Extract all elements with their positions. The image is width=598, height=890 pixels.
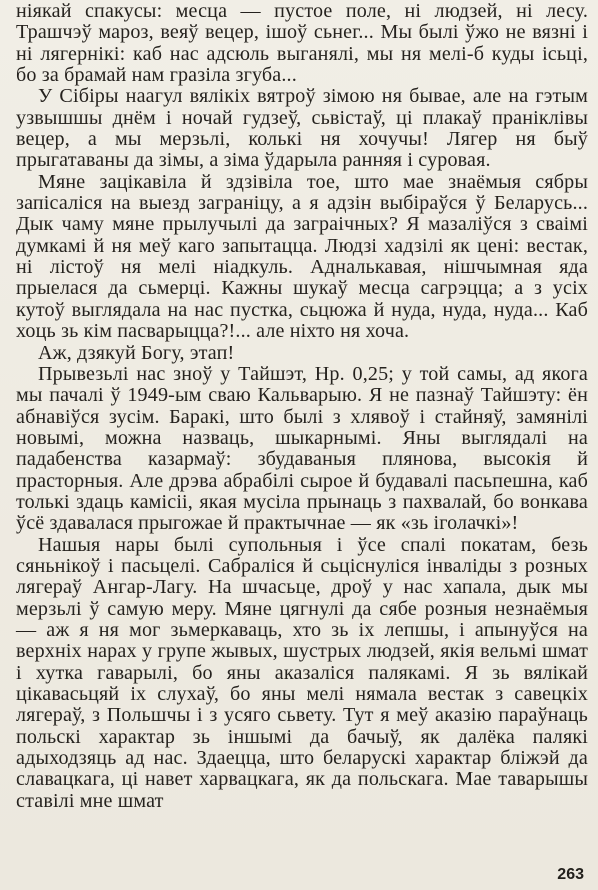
paragraph-4: Аж, дзякуй Богу, этап!: [38, 341, 235, 364]
paragraph-2: У Сібіры наагул вялікіх вятроў зімою ня бывае, але на гэтым узвышшы днём і ночай гудзеў, сьвістаў, ці плакаў праніклівы вецер, а мы мерзьлі, колькі ня хочучы! Лягер ня быў прыгатаваны да зімы, а зіма ўдарыла ранняя і суровая.: [16, 85, 588, 172]
body-text: [16, 1, 588, 812]
paragraph-5: Прывезьлі нас зноў у Тайшэт, Нр. 0,25; у той самы, ад якога мы пачалі ў 1949-ым сваю Кальварыю. Я не пазнаў Тайшэту: ён абнавіўся зусім. Баракі, што былі з хлявоў і стайняў, замянілі новымі, можна назваць, шыкарнымі. Яны выглядалі на падабенства казармаў: збудаваныя плянова, высокія й прасторныя. Але дрэва абрабілі сырое й будавалі пасьпешна, каб толькі здаць камісіі, якая мусіла прынаць з пахвалай, бо вонкава ўсё здавалася прыгожае й практычнае — як «зь іголачкі»!: [16, 362, 588, 535]
paragraph-6: Нашыя нары былі супольныя і ўсе спалі покатам, безь сяньнікоў і пасьцелі. Сабраліся й сьціснуліся інваліды з розных лягераў Ангар-Лагу. На шчасьце, дроў у нас хапала, дык мы мерзьлі ў самую меру. Мяне цягнулі да сябе розныя незнаёмыя — аж я ня мог зьмеркаваць, хто зь іх лепшы, і апынуўся на верхніх нарах у групе жывых, шустрых людзей, якія вельмі шмат і хутка гаварылі, бо яны аказаліся палякамі. Я зь вялікай цікавасьцяй іх слухаў, бо яны мелі нямала вестак з савецкіх лягераў, з Польшчы і з усяго сьвету. Тут я меў аказію параўнаць польскі характар зь іншымі да бачыў, як далёка палякі адыходзяць ад нас. Здаецца, што беларускі характар бліжэй да славацкага, ці навет харвацкага, як да польскага. Мае таварышы ставілі мне шмат: [16, 533, 588, 812]
paragraph-1: ніякай спакусы: месца — пустое поле, ні людзей, ні лесу. Трашчэў мароз, веяў вецер, ішоў сьнег... Мы былі ўжо не вязні і ні лягернікі: каб нас адсюль выганялі, мы ня мелі-б куды ісьці, бо за брамай нам гразіла згуба...: [16, 0, 588, 87]
page-number: 263: [557, 866, 584, 883]
paragraph-3: Мяне зацікавіла й здзівіла тое, што мае знаёмыя сябры запісаліся на выезд заграніцу, а я адзін выбіраўся ў Беларусь... Дык чаму мяне прылучылі да заграічных? Я мазаліўся з сваімі думкамі й ня меў каго запытацца. Людзі хадзілі як цені: вестак, ні лістоў ня мелі ніадкуль. Адналькавая, нішчымная яда прыелася да сьмерці. Кажны шукаў месца сагрэцца; а з усіх кутоў выглядала на нас пустка, сьцюжа й нуда, нуда, нуда... Каб хоць зь кім пасварыцца?!... але ніхто ня хоча.: [16, 170, 588, 343]
